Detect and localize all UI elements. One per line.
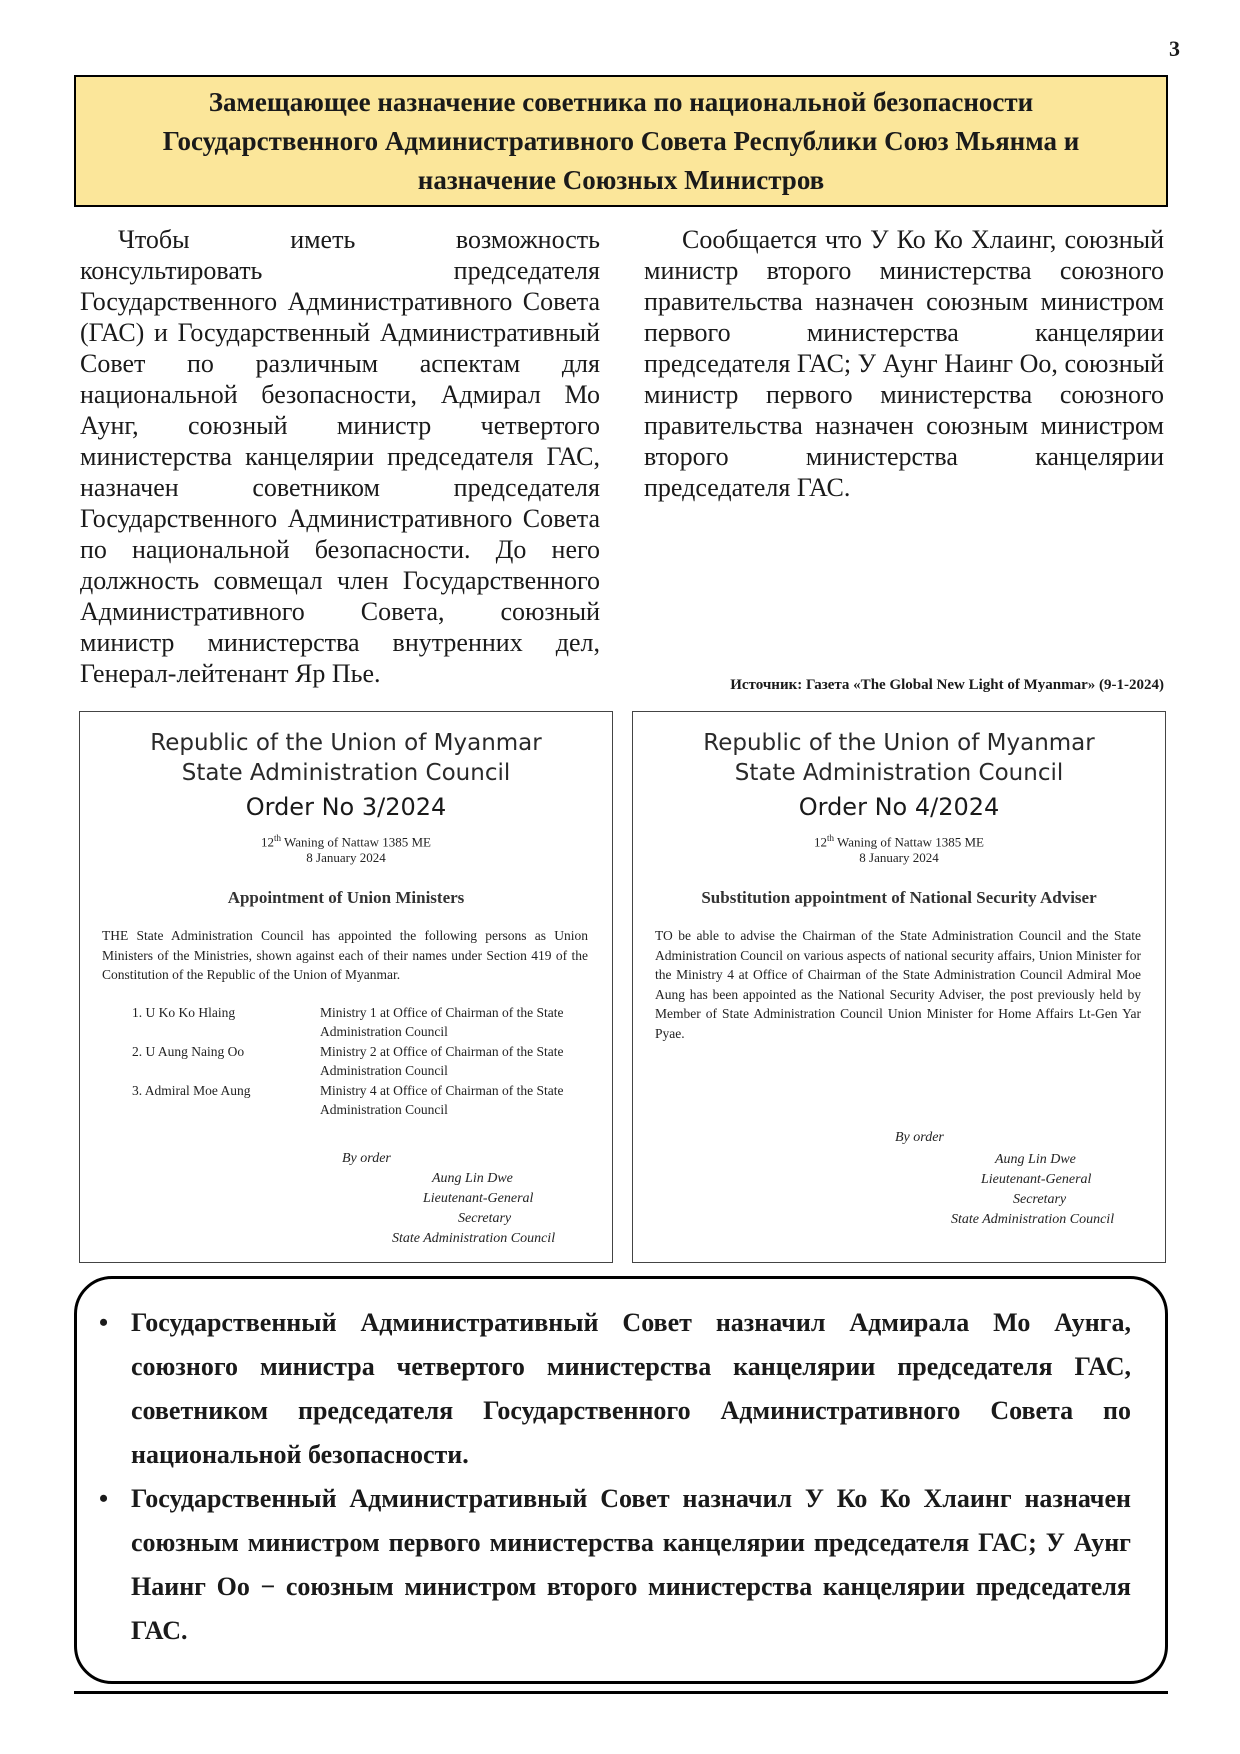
signer-name: Aung Lin Dwe — [995, 1152, 1076, 1167]
summary-item — [99, 1477, 1131, 1653]
order-council-line: State Administration Council — [734, 760, 1064, 786]
article-left-column — [80, 224, 600, 689]
summary-list — [99, 1301, 1131, 1653]
order-date-myanmar: 12th Waning of Nattaw 1385 ME — [260, 833, 431, 850]
order-body: TO be able to advise the Chairman of the State Administration Council and the State Administration Council on various aspects of national security affairs, Union Minister for the Ministry 4 at Office of Chairman of the State Administration Council Admiral Moe Aung has been appointed as the National Security Adviser, the post previously held by Member of State Administration Council Union Minister for Home Affairs Lt-Gen Yar Pyae. — [655, 928, 1141, 1041]
appointee-ministry: Ministry 2 at Office of Chairman of the State Administration Council — [320, 1043, 564, 1079]
signer-rank: Lieutenant-General — [423, 1191, 534, 1206]
appointee-name: 1. U Ko Ko Hlaing — [132, 1004, 236, 1020]
order-3-2024-clipping — [79, 711, 613, 1263]
article-title: Замещающее назначение советника по национальной безопасности Государственного Административного Совета Республики Союз Мьянма и назначение Союзных Министров — [162, 86, 1080, 195]
appointment-row — [132, 1042, 592, 1081]
by-order-label: By order — [895, 1130, 944, 1145]
article-title-box — [74, 75, 1168, 207]
signer-rank: Lieutenant-General — [981, 1172, 1092, 1187]
order-council-line: State Administration Council — [181, 760, 511, 786]
article-right-column — [644, 224, 1164, 503]
signer-name: Aung Lin Dwe — [432, 1171, 513, 1186]
appointee-ministry: Ministry 4 at Office of Chairman of the State Administration Council — [320, 1082, 564, 1118]
order-date-gregorian: 8 January 2024 — [859, 850, 939, 866]
order-heading: Substitution appointment of National Security Adviser — [701, 888, 1097, 908]
order-republic-line: Republic of the Union of Myanmar — [703, 730, 1095, 756]
order-date-gregorian: 8 January 2024 — [306, 850, 386, 866]
summary-item-text: Государственный Административный Совет назначил Адмирала Мо Аунга, союзного министра четвертого министерства канцелярии председателя ГАС, советником председателя Государственного Административного Совета по национальной безопасности. — [131, 1308, 1131, 1469]
order-body: THE State Administration Council has appointed the following persons as Union Ministers of the Ministries, shown against each of their names under Section 419 of the Constitution of the Republic of the Union of Myanmar. — [102, 928, 588, 983]
appointments-list — [132, 1003, 592, 1120]
appointee-name: 3. Admiral Moe Aung — [132, 1082, 251, 1098]
article-paragraph-left: Чтобы иметь возможность консультировать председателя Государственного Административного Совета (ГАС) и Государственный Административный Совет по различным аспектам для национальной безопасности, Адмирал Мо Аунг, союзный министр четвертого министерства канцелярии председателя ГАС, назначен советником председателя Государственного Административного Совета по национальной безопасности. До него должность совмещал член Государственного Административного Совета, союзный министр министерства внутренних дел, Генерал-лейтенант Яр Пье. — [80, 225, 600, 688]
appointment-row — [132, 1081, 592, 1120]
order-number: Order No 3/2024 — [245, 793, 447, 821]
order-number: Order No 4/2024 — [798, 793, 1000, 821]
appointee-name: 2. U Aung Naing Oo — [132, 1043, 245, 1059]
appointee-ministry: Ministry 1 at Office of Chairman of the State Administration Council — [320, 1004, 564, 1040]
appointment-row — [132, 1003, 592, 1042]
by-order-label: By order — [342, 1151, 391, 1166]
source-caption: Источник: Газета «The Global New Light of Myanmar» (9-1-2024) — [730, 677, 1164, 693]
summary-item-text: Государственный Административный Совет назначил У Ко Ко Хлаинг назначен союзным министром первого министерства канцелярии председателя ГАС; У Аунг Наинг Оо − союзным министром второго министерства канцелярии председателя ГАС. — [131, 1484, 1131, 1645]
signer-organization: State Administration Council — [951, 1212, 1115, 1227]
order-4-2024-clipping — [632, 711, 1166, 1263]
order-date-myanmar: 12th Waning of Nattaw 1385 ME — [813, 833, 984, 850]
page-number: 3 — [1169, 36, 1180, 61]
summary-box — [74, 1276, 1168, 1684]
bottom-rule — [74, 1691, 1168, 1694]
signer-position: Secretary — [1013, 1192, 1067, 1207]
article-paragraph-right: Сообщается что У Ко Ко Хлаинг, союзный министр второго министерства союзного правительства назначен союзным министром первого министерства канцелярии председателя ГАС; У Аунг Наинг Оо, союзный министр первого министерства союзного правительства назначен союзным министром второго министерства канцелярии председателя ГАС. — [644, 225, 1164, 502]
summary-item — [99, 1301, 1131, 1477]
bullet-icon: • — [99, 1484, 109, 1513]
order-republic-line: Republic of the Union of Myanmar — [150, 730, 542, 756]
signer-organization: State Administration Council — [392, 1231, 556, 1246]
order-heading: Appointment of Union Ministers — [227, 888, 465, 908]
bullet-icon: • — [99, 1308, 109, 1337]
signer-position: Secretary — [458, 1211, 512, 1226]
